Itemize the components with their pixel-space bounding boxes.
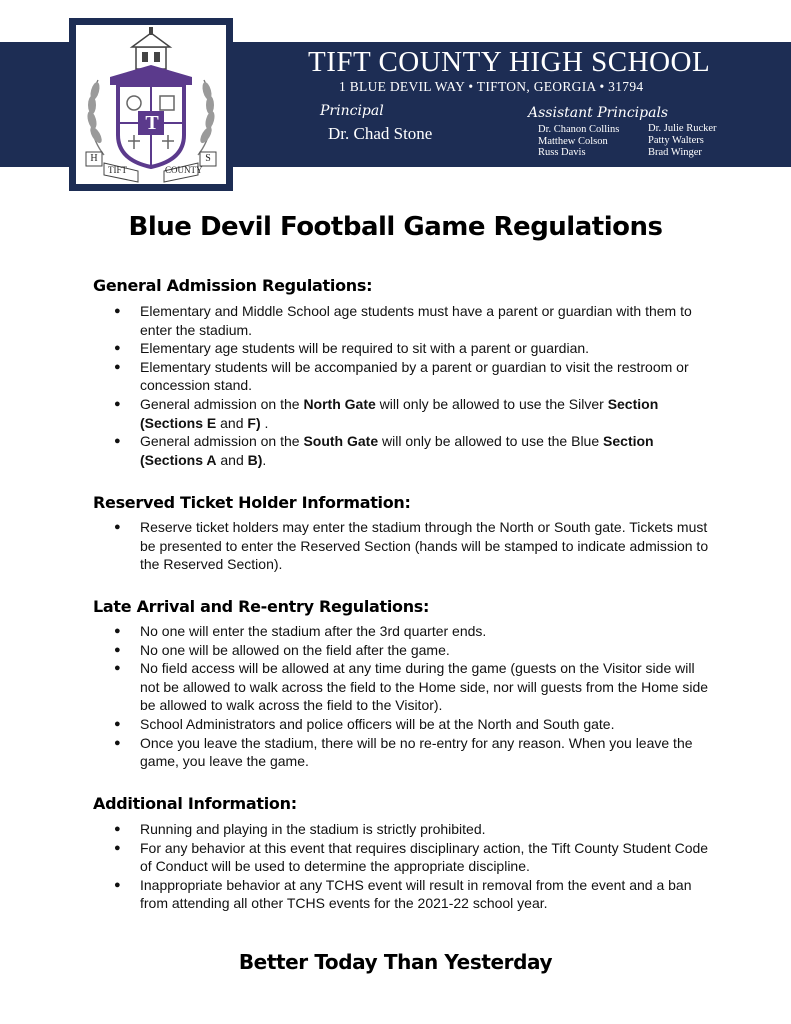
school-crest-frame: [69, 18, 233, 191]
list-item: ● General admission on the South Gate will only be allowed to use the Blue Section (Sections A and B).: [114, 432, 714, 469]
section-heading-reserved-tickets: Reserved Ticket Holder Information:: [93, 493, 411, 512]
section-heading-late-arrival: Late Arrival and Re-entry Regulations:: [93, 597, 430, 616]
school-address: 1 BLUE DEVIL WAY • TIFTON, GEORGIA • 31794: [339, 79, 644, 94]
section-heading-general-admission: General Admission Regulations:: [93, 276, 373, 295]
reserved-ticket-list: [114, 518, 714, 574]
assistant-principal-name: Brad Winger: [648, 147, 702, 158]
list-item: ● Inappropriate behavior at any TCHS event will result in removal from the event and a ban from attending all other TCHS events for the 2021-22 school year.: [114, 876, 714, 913]
list-item: ● Elementary age students will be required to sit with a parent or guardian.: [114, 339, 714, 358]
late-arrival-list: [114, 622, 714, 771]
assistant-principal-name: Dr. Chanon Collins: [538, 124, 620, 135]
list-item: ● Reserve ticket holders may enter the stadium through the North or South gate. Tickets must be presented to enter the Reserved Section (hands will be stamped to indicate admission to the Reserved Section).: [114, 518, 714, 574]
list-item: ● Elementary students will be accompanied by a parent or guardian to visit the restroom or concession stand.: [114, 358, 714, 395]
footer-motto: Better Today Than Yesterday: [238, 950, 553, 974]
assistant-principal-name: Patty Walters: [648, 135, 704, 146]
list-item: ● No one will be allowed on the field after the game.: [114, 641, 714, 660]
additional-info-list: [114, 820, 714, 913]
school-crest: [76, 25, 226, 184]
list-item: ● For any behavior at this event that requires disciplinary action, the Tift County Student Code of Conduct will be used to determine the appropriate discipline.: [114, 839, 714, 876]
list-item: ● Once you leave the stadium, there will be no re-entry for any reason. When you leave the game, you leave the game.: [114, 734, 714, 771]
crest-letter: T: [145, 112, 159, 134]
list-item: ● Running and playing in the stadium is strictly prohibited.: [114, 820, 714, 839]
list-item: ● Elementary and Middle School age students must have a parent or guardian with them to enter the stadium.: [114, 302, 714, 339]
assistant-principal-name: Matthew Colson: [538, 135, 608, 147]
section-heading-additional-info: Additional Information:: [93, 794, 297, 813]
list-item: ● No one will enter the stadium after the 3rd quarter ends.: [114, 622, 714, 641]
principal-name: Dr. Chad Stone: [328, 124, 433, 143]
crest-left-initial: H: [90, 153, 98, 164]
principal-label: Principal: [320, 103, 384, 119]
assistant-principal-name: Russ Davis: [538, 147, 586, 158]
crest-banner-right: COUNTY: [165, 165, 203, 175]
list-item: ● General admission on the North Gate will only be allowed to use the Silver Section (Sections E and F) .: [114, 395, 714, 432]
school-name: TIFT COUNTY HIGH SCHOOL: [308, 46, 711, 78]
crest-banner-left: TIFT: [108, 165, 127, 175]
list-item: ● School Administrators and police officers will be at the North and South gate.: [114, 715, 714, 734]
assistant-principals-label: Assistant Principals: [528, 105, 669, 121]
document-title: Blue Devil Football Game Regulations: [128, 212, 663, 242]
list-item: ● No field access will be allowed at any time during the game (guests on the Visitor side will not be allowed to walk across the field to the Home side, nor will guests from the Home side be allowed to walk across the field to the Visitor).: [114, 659, 714, 715]
crest-right-initial: S: [205, 153, 211, 164]
general-admission-list: [114, 302, 714, 469]
assistant-principal-name: Dr. Julie Rucker: [648, 123, 717, 134]
